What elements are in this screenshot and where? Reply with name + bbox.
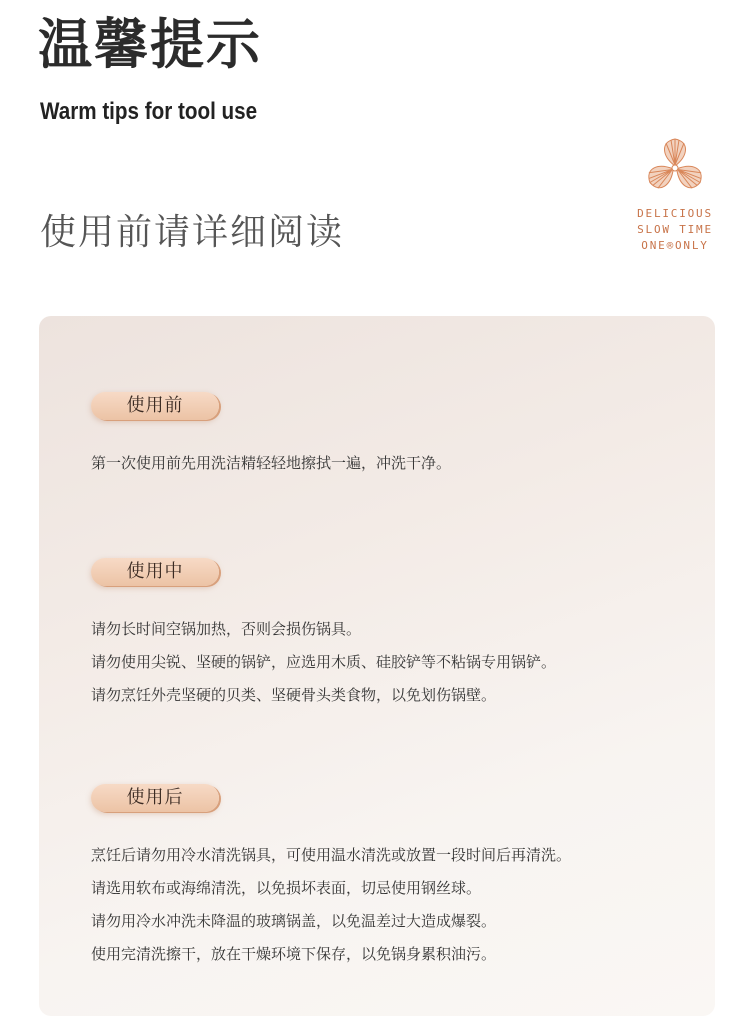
section-label-badge: 使用后 <box>91 784 219 812</box>
section-before-use <box>91 392 691 480</box>
page-subtitle: Warm tips for tool use <box>40 98 258 125</box>
tip-line: 请勿烹饪外壳坚硬的贝类、坚硬骨头类食物，以免划伤锅壁。 <box>91 686 497 704</box>
section-during-use <box>91 558 691 712</box>
tip-line: 使用完清洗擦干，放在干燥环境下保存，以免锅身累积油污。 <box>91 945 497 963</box>
logo-text <box>628 206 722 254</box>
tips-card <box>39 316 715 1016</box>
logo-text-line: DELICIOUS <box>637 207 713 220</box>
logo-text-line: ONE®ONLY <box>641 239 709 252</box>
tip-line: 请勿使用尖锐、坚硬的锅铲，应选用木质、硅胶铲等不粘锅专用锅铲。 <box>91 653 557 671</box>
reading-notice-heading: 使用前请详细阅读 <box>40 212 345 253</box>
page-title: 温馨提示 <box>38 13 262 76</box>
section-after-use <box>91 784 691 971</box>
tip-line: 请选用软布或海绵清洗，以免损坏表面，切忌使用钢丝球。 <box>91 879 482 897</box>
section-label-badge: 使用中 <box>91 558 219 586</box>
section-label-badge: 使用前 <box>91 392 219 420</box>
tip-line: 烹饪后请勿用冷水清洗锅具，可使用温水清洗或放置一段时间后再清洗。 <box>91 846 572 864</box>
tip-line: 第一次使用前先用洗洁精轻轻地擦拭一遍，冲洗干净。 <box>91 454 452 472</box>
brand-logo <box>628 138 722 254</box>
logo-text-line: SLOW TIME <box>637 223 713 236</box>
triple-petal-fan-icon <box>645 138 705 198</box>
tip-line: 请勿用冷水冲洗未降温的玻璃锅盖，以免温差过大造成爆裂。 <box>91 912 497 930</box>
tip-line: 请勿长时间空锅加热，否则会损伤锅具。 <box>91 620 362 638</box>
